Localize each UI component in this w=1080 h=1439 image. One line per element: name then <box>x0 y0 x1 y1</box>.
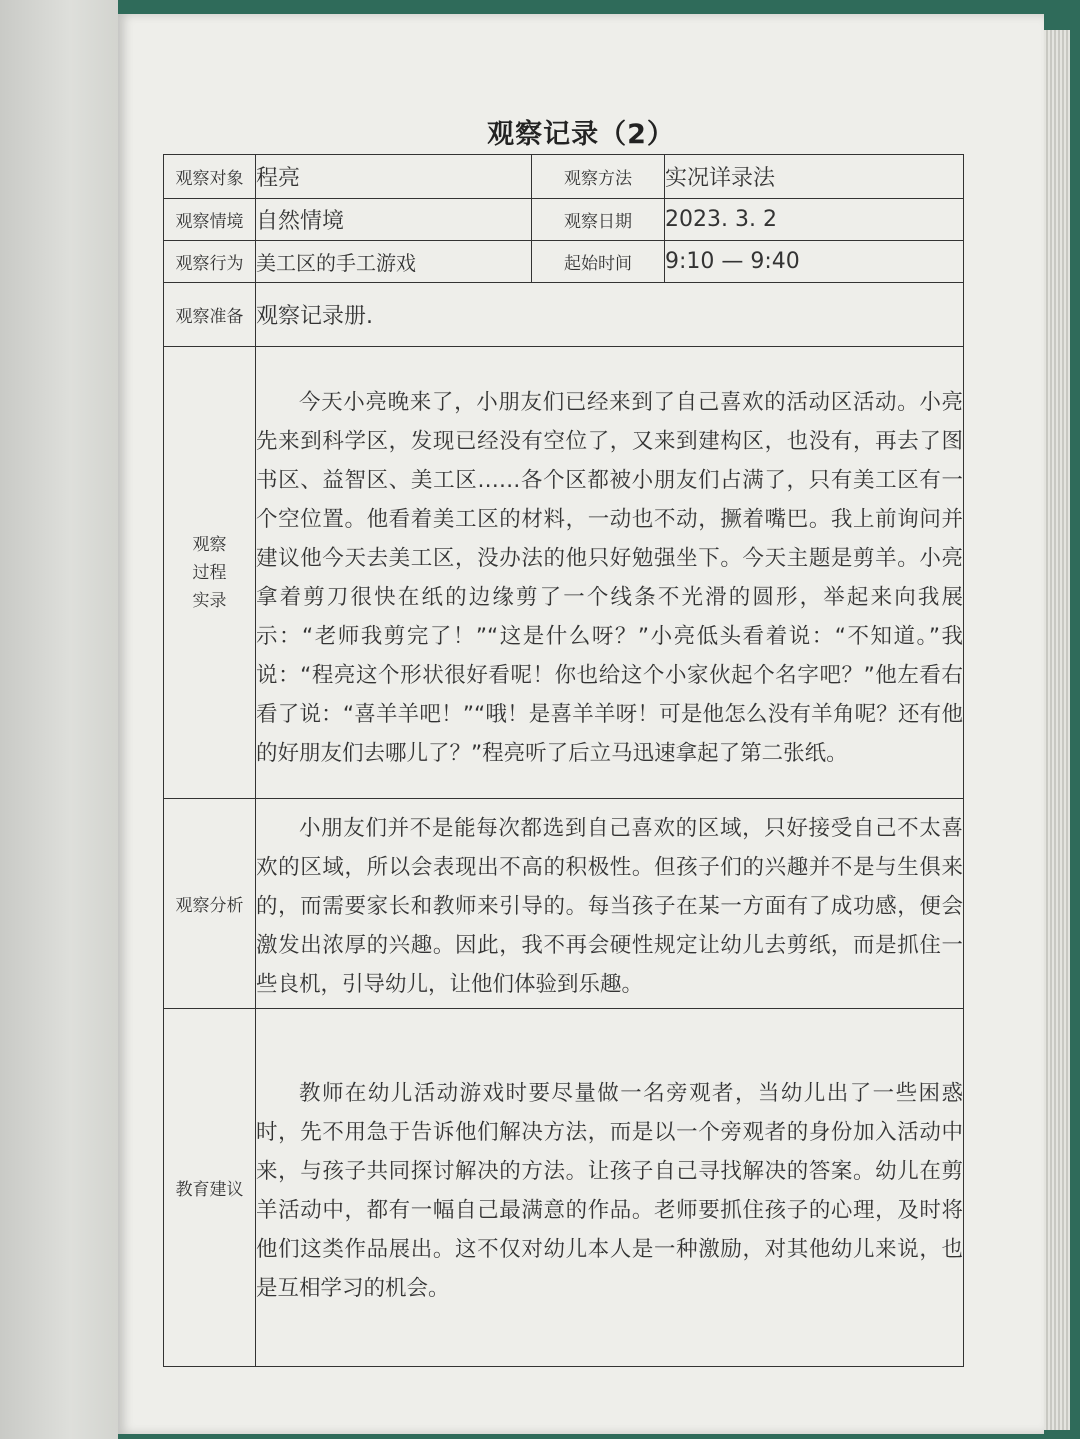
suggestion-text: 教师在幼儿活动游戏时要尽量做一名旁观者，当幼儿出了一些困惑时，先不用急于告诉他们解决方法，而是以一个旁观者的身份加入活动中来，与孩子共同探讨解决的方法。让孩子自己寻找解决的答案。幼儿在剪羊活动中，都有一幅自己最满意的作品。老师要抓住孩子的心理，及时将他们这类作品展出。这不仅对幼儿本人是一种激励，对其他幼儿来说，也是互相学习的机会。 <box>256 1080 963 1301</box>
row-subject-method <box>164 155 964 199</box>
time-value: 9:10 — 9:40 <box>665 241 964 283</box>
page-title: 观察记录（2） <box>487 119 675 150</box>
preparation-value: 观察记录册. <box>256 283 964 347</box>
row-analysis <box>164 799 964 1009</box>
time-label: 起始时间 <box>532 241 665 283</box>
row-suggestion <box>164 1009 964 1367</box>
behavior-value: 美工区的手工游戏 <box>256 241 532 283</box>
row-process <box>164 347 964 799</box>
row-behavior-time <box>164 241 964 283</box>
suggestion-text-cell <box>256 1009 964 1367</box>
date-value: 2023. 3. 2 <box>665 199 964 241</box>
suggestion-label: 教育建议 <box>164 1009 256 1367</box>
subject-label: 观察对象 <box>164 155 256 199</box>
analysis-text-cell <box>256 799 964 1009</box>
method-label: 观察方法 <box>532 155 665 199</box>
subject-value: 程亮 <box>256 155 532 199</box>
process-text: 今天小亮晚来了，小朋友们已经来到了自己喜欢的活动区活动。小亮先来到科学区，发现已经没有空位了，又来到建构区，也没有，再去了图书区、益智区、美工区……各个区都被小朋友们占满了，只有美工区有一个空位置。他看着美工区的材料，一动也不动，撅着嘴巴。我上前询问并建议他今天去美工区，没办法的他只好勉强坐下。今天主题是剪羊。小亮拿着剪刀很快在纸的边缘剪了一个线条不光滑的圆形，举起来向我展示：“老师我剪完了！”“这是什么呀？”小亮低头看着说：“不知道。”我说：“程亮这个形状很好看呢！你也给这个小家伙起个名字吧？”他左看右看了说：“喜羊羊吧！”“哦！是喜羊羊呀！可是他怎么没有羊角呢？还有他的好朋友们去哪儿了？”程亮听了后立马迅速拿起了第二张纸。 <box>256 389 963 766</box>
situation-label: 观察情境 <box>164 199 256 241</box>
process-label-text: 观察过程实录 <box>192 534 227 611</box>
row-situation-date <box>164 199 964 241</box>
row-preparation <box>164 283 964 347</box>
left-page-edge <box>0 0 118 1439</box>
situation-value: 自然情境 <box>256 199 532 241</box>
process-text-cell <box>256 347 964 799</box>
process-label <box>164 347 256 799</box>
preparation-label: 观察准备 <box>164 283 256 347</box>
observation-record-table <box>163 154 964 1367</box>
method-value: 实况详录法 <box>665 155 964 199</box>
analysis-label: 观察分析 <box>164 799 256 1009</box>
analysis-text: 小朋友们并不是能每次都选到自己喜欢的区域，只好接受自己不太喜欢的区域，所以会表现出不高的积极性。但孩子们的兴趣并不是与生俱来的，而需要家长和教师来引导的。每当孩子在某一方面有了成功感，便会激发出浓厚的兴趣。因此，我不再会硬性规定让幼儿去剪纸，而是抓住一些良机，引导幼儿，让他们体验到乐趣。 <box>256 816 963 997</box>
page-stack-edge <box>1040 30 1070 1430</box>
date-label: 观察日期 <box>532 199 665 241</box>
behavior-label: 观察行为 <box>164 241 256 283</box>
